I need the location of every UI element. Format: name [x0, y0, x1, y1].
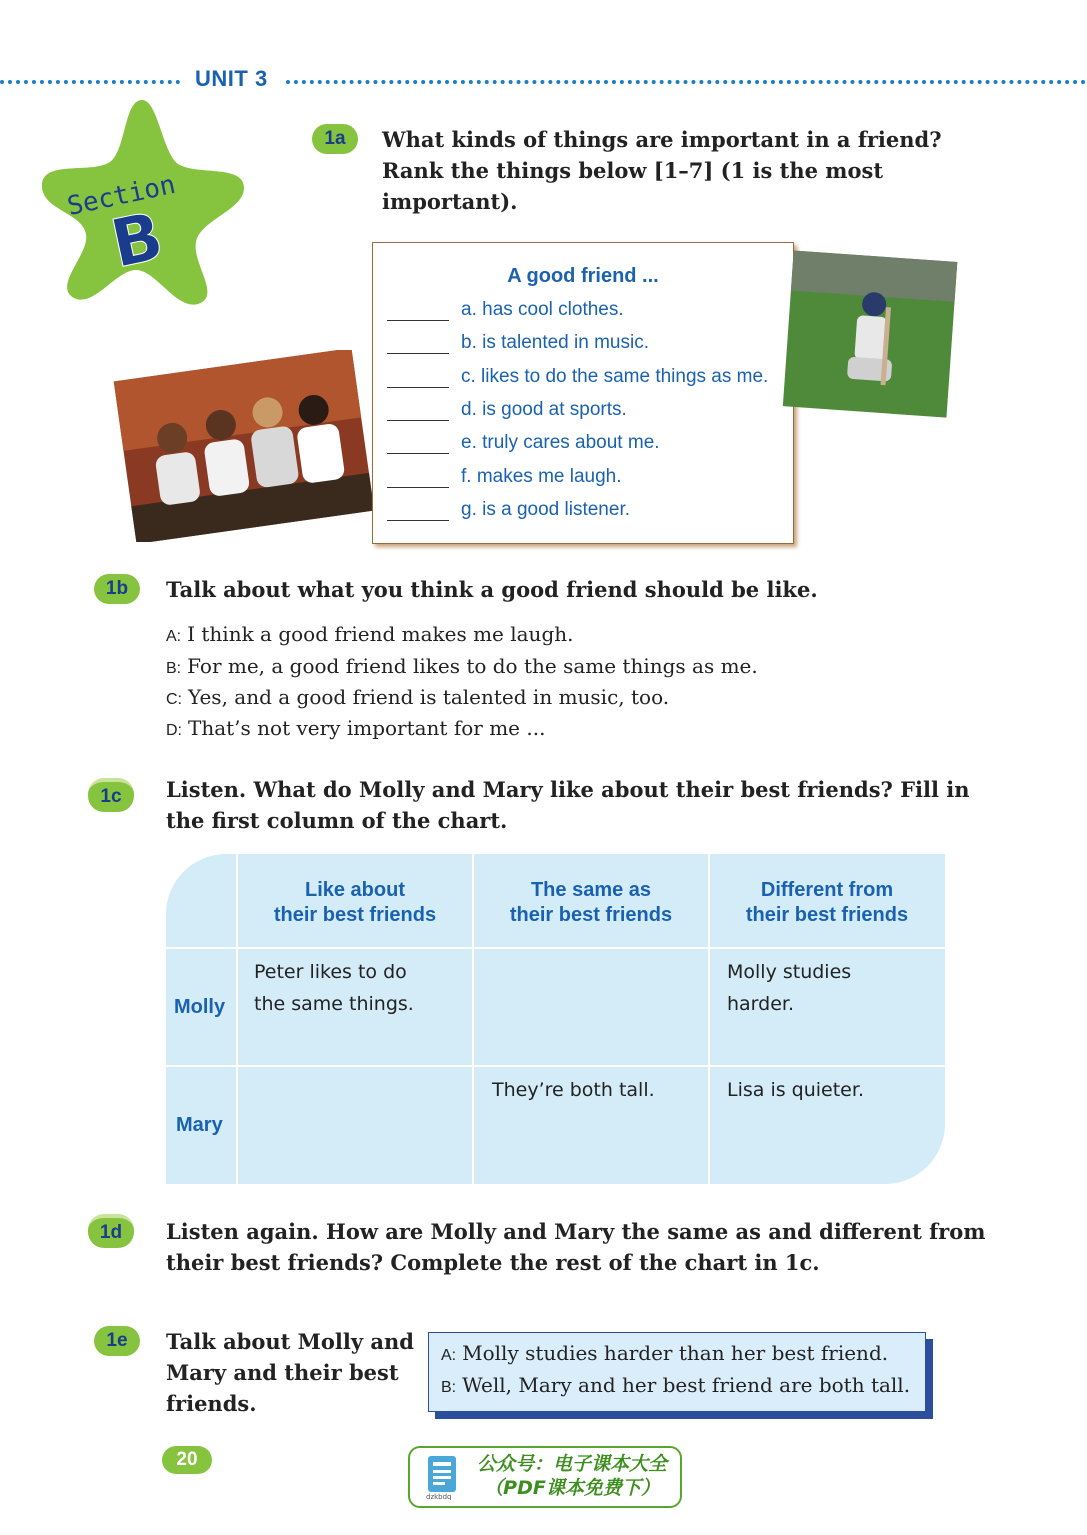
chart-cell: Molly studies harder.: [727, 961, 852, 1015]
header-dotted-rule-right: [286, 80, 1086, 84]
chart-divider: [166, 947, 945, 949]
section-letter: B: [104, 197, 170, 284]
chart-header-different: Different from their best friends: [745, 879, 909, 926]
chart-cell: Lisa is quieter.: [727, 1079, 864, 1101]
watermark-line-2: （PDF课本免费下）: [484, 1477, 660, 1499]
chart-header-like: Like about their best friends: [273, 879, 437, 926]
chart-cell: Peter likes to do the same things.: [254, 961, 414, 1015]
friends-chart: [166, 854, 945, 1184]
header-dotted-rule-left: [0, 80, 180, 84]
rank-blank[interactable]: [387, 302, 449, 321]
rank-blank[interactable]: [387, 435, 449, 454]
checklist-item: g. is a good listener.: [387, 499, 630, 521]
checklist-item: c. likes to do the same things as me.: [387, 366, 768, 388]
checklist-item: a. has cool clothes.: [387, 299, 624, 321]
unit-label: UNIT 3: [195, 66, 268, 91]
rank-blank[interactable]: [387, 402, 449, 421]
dialogue-line: C: Yes, and a good friend is talented in music, too.: [166, 685, 670, 709]
dialogue-line: B: For me, a good friend likes to do the same things as me.: [166, 654, 758, 678]
exercise-1c-instruction: Listen. What do Molly and Mary like about their best friends? Fill in the first column of the chart.: [166, 777, 970, 833]
dialogue-line: A: I think a good friend makes me laugh.: [166, 622, 574, 646]
example-dialogue-box: [428, 1332, 926, 1412]
exercise-1d-instruction: Listen again. How are Molly and Mary the same as and different from their best friends? Complete the rest of the chart in 1c.: [166, 1219, 986, 1275]
chart-row-label-molly: Molly: [174, 996, 226, 1018]
dialogue-line: B: Well, Mary and her best friend are both tall.: [441, 1373, 911, 1397]
checklist-item: d. is good at sports.: [387, 399, 627, 421]
dialogue-line: A: Molly studies harder than her best friend.: [441, 1341, 889, 1365]
chart-divider: [166, 1065, 945, 1067]
checklist-item: b. is talented in music.: [387, 332, 649, 354]
checklist-item: e. truly cares about me.: [387, 432, 660, 454]
exercise-1d-badge: 1d: [88, 1214, 134, 1248]
exercise-1c-badge: 1c: [88, 778, 134, 812]
page-number: 20: [162, 1446, 212, 1474]
rank-blank[interactable]: [387, 369, 449, 388]
section-word: Section: [64, 169, 179, 222]
book-icon: [424, 1454, 464, 1500]
exercise-1e-instruction: Talk about Molly and Mary and their best friends.: [166, 1329, 414, 1416]
section-star-badge: [30, 92, 250, 312]
watermark-stamp: [408, 1446, 682, 1508]
photo-friends-group: [112, 350, 376, 542]
watermark-small-text: dzkbdq: [426, 1493, 452, 1500]
exercise-1b-badge: 1b: [94, 574, 140, 604]
chart-header-same: The same as their best friends: [509, 879, 673, 926]
exercise-1e-badge: 1e: [94, 1326, 140, 1356]
exercise-1a-badge: 1a: [312, 124, 358, 154]
checklist-title: A good friend ...: [507, 265, 659, 287]
checklist-item: f. makes me laugh.: [387, 466, 622, 488]
photo-baseball-player: [780, 246, 958, 424]
rank-blank[interactable]: [387, 335, 449, 354]
good-friend-checklist: [372, 242, 794, 544]
rank-blank[interactable]: [387, 469, 449, 488]
dialogue-line: D: That’s not very important for me ...: [166, 716, 546, 740]
chart-cell: They’re both tall.: [492, 1079, 655, 1101]
exercise-1b-instruction: Talk about what you think a good friend should be like.: [166, 577, 818, 602]
exercise-1a-instruction: What kinds of things are important in a friend? Rank the things below [1–7] (1 is the most important).: [382, 127, 942, 214]
watermark-line-1: 公众号：电子课本大全: [476, 1453, 667, 1475]
chart-row-label-mary: Mary: [176, 1114, 223, 1136]
rank-blank[interactable]: [387, 502, 449, 521]
